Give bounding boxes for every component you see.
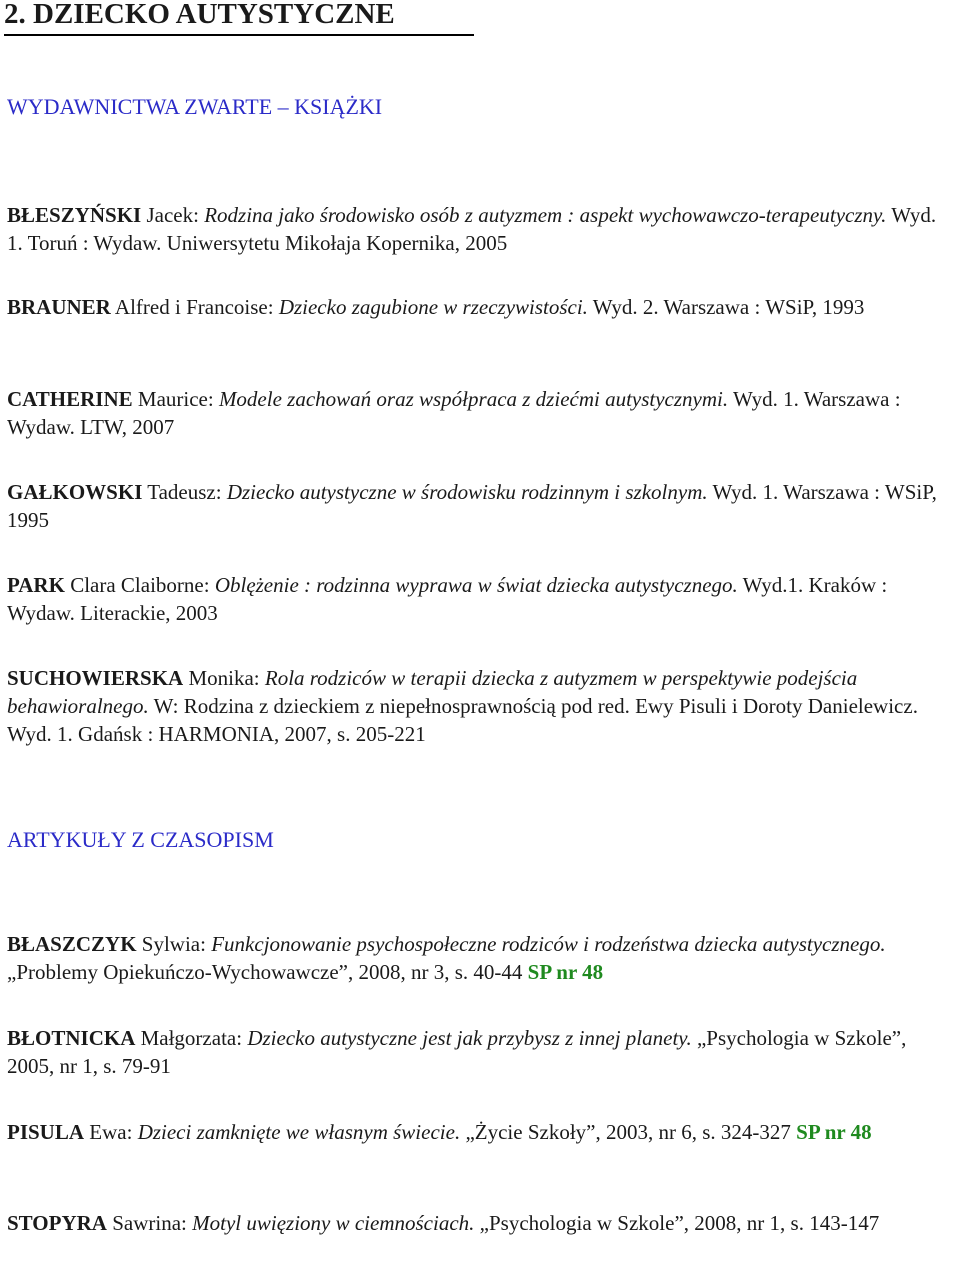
- entry-title: Motyl uwięziony w ciemnościach.: [192, 1211, 475, 1235]
- entry-publication: „Problemy Opiekuńczo-Wychowawcze”, 2008, nr 3, s. 40-44: [7, 960, 528, 984]
- entry-title: Modele zachowań oraz współpraca z dziećmi autystycznymi.: [218, 387, 729, 411]
- entry-publication: Wyd. 1. Warszawa : Wydaw. LTW, 2007: [7, 387, 901, 439]
- entry-publication: Wyd. 1. Warszawa : WSiP, 1995: [7, 480, 937, 532]
- entry-author: PISULA: [7, 1120, 85, 1144]
- entry-publication: „Psychologia w Szkole”, 2005, nr 1, s. 79-91: [7, 1026, 907, 1078]
- entry-author: BŁASZCZYK: [7, 932, 137, 956]
- entry-author-rest: Ewa:: [84, 1120, 138, 1144]
- book-entry: [7, 293, 955, 321]
- entry-author: BŁESZYŃSKI: [7, 203, 142, 227]
- entry-title: Funkcjonowanie psychospołeczne rodziców i rodzeństwa dziecka autystycznego.: [211, 932, 886, 956]
- book-entry: [7, 478, 955, 534]
- entry-title: Rola rodziców w terapii dziecka z autyzmem w perspektywie podejścia behawioralnego.: [7, 666, 858, 718]
- entry-author-rest: Monika:: [183, 666, 265, 690]
- entry-title: Rodzina jako środowisko osób z autyzmem : aspekt wychowawczo-terapeutyczny.: [204, 203, 887, 227]
- library-signature: SP nr 48: [796, 1120, 872, 1144]
- entry-author: PARK: [7, 573, 65, 597]
- entry-title: Dzieci zamknięte we własnym świecie.: [137, 1120, 461, 1144]
- entry-title: Dziecko autystyczne w środowisku rodzinnym i szkolnym.: [226, 480, 708, 504]
- entry-author: BŁOTNICKA: [7, 1026, 136, 1050]
- entry-author-rest: Maurice:: [132, 387, 219, 411]
- entry-author: STOPYRA: [7, 1211, 107, 1235]
- entry-publication: Wyd.1. Kraków : Wydaw. Literackie, 2003: [7, 573, 888, 625]
- entry-author-rest: Jacek:: [141, 203, 205, 227]
- chapter-title: 2. DZIECKO AUTYSTYCZNE: [4, 0, 474, 36]
- book-entry: [7, 385, 955, 441]
- entry-author: BRAUNER: [7, 295, 111, 319]
- section-title-articles: ARTYKUŁY Z CZASOPISM: [7, 827, 274, 852]
- article-entry: [7, 1024, 955, 1080]
- article-entry: [7, 1209, 955, 1237]
- entry-title: Dziecko zagubione w rzeczywistości.: [278, 295, 588, 319]
- entry-publication: W: Rodzina z dzieckiem z niepełnosprawnością pod red. Ewy Pisuli i Doroty Danielewicz. Wyd. 1. Gdańsk : HARMONIA, 2007, s. 205-221: [7, 694, 918, 746]
- entry-author-rest: Małgorzata:: [135, 1026, 248, 1050]
- entry-author: GAŁKOWSKI: [7, 480, 143, 504]
- entry-author: SUCHOWIERSKA: [7, 666, 184, 690]
- article-entry: [7, 930, 955, 986]
- book-entry: [7, 571, 955, 627]
- entry-title: Dziecko autystyczne jest jak przybysz z innej planety.: [247, 1026, 692, 1050]
- entry-author: CATHERINE: [7, 387, 133, 411]
- entry-author-rest: Sylwia:: [136, 932, 212, 956]
- entry-publication: Wyd. 2. Warszawa : WSiP, 1993: [587, 295, 865, 319]
- book-entry: [7, 664, 955, 748]
- section-title-books: WYDAWNICTWA ZWARTE – KSIĄŻKI: [7, 94, 383, 119]
- entry-author-rest: Sawrina:: [106, 1211, 193, 1235]
- entry-title: Oblężenie : rodzinna wyprawa w świat dziecka autystycznego.: [214, 573, 738, 597]
- entry-publication: Wyd. 1. Toruń : Wydaw. Uniwersytetu Mikołaja Kopernika, 2005: [7, 203, 937, 255]
- entry-author-rest: Tadeusz:: [142, 480, 227, 504]
- entry-author-rest: Clara Claiborne:: [64, 573, 215, 597]
- entry-publication: „Psychologia w Szkole”, 2008, nr 1, s. 143-147: [474, 1211, 880, 1235]
- entry-publication: „Życie Szkoły”, 2003, nr 6, s. 324-327: [460, 1120, 797, 1144]
- library-signature: SP nr 48: [527, 960, 604, 984]
- article-entry: [7, 1118, 955, 1146]
- entry-author-rest: Alfred i Francoise:: [110, 295, 279, 319]
- book-entry: [7, 201, 955, 257]
